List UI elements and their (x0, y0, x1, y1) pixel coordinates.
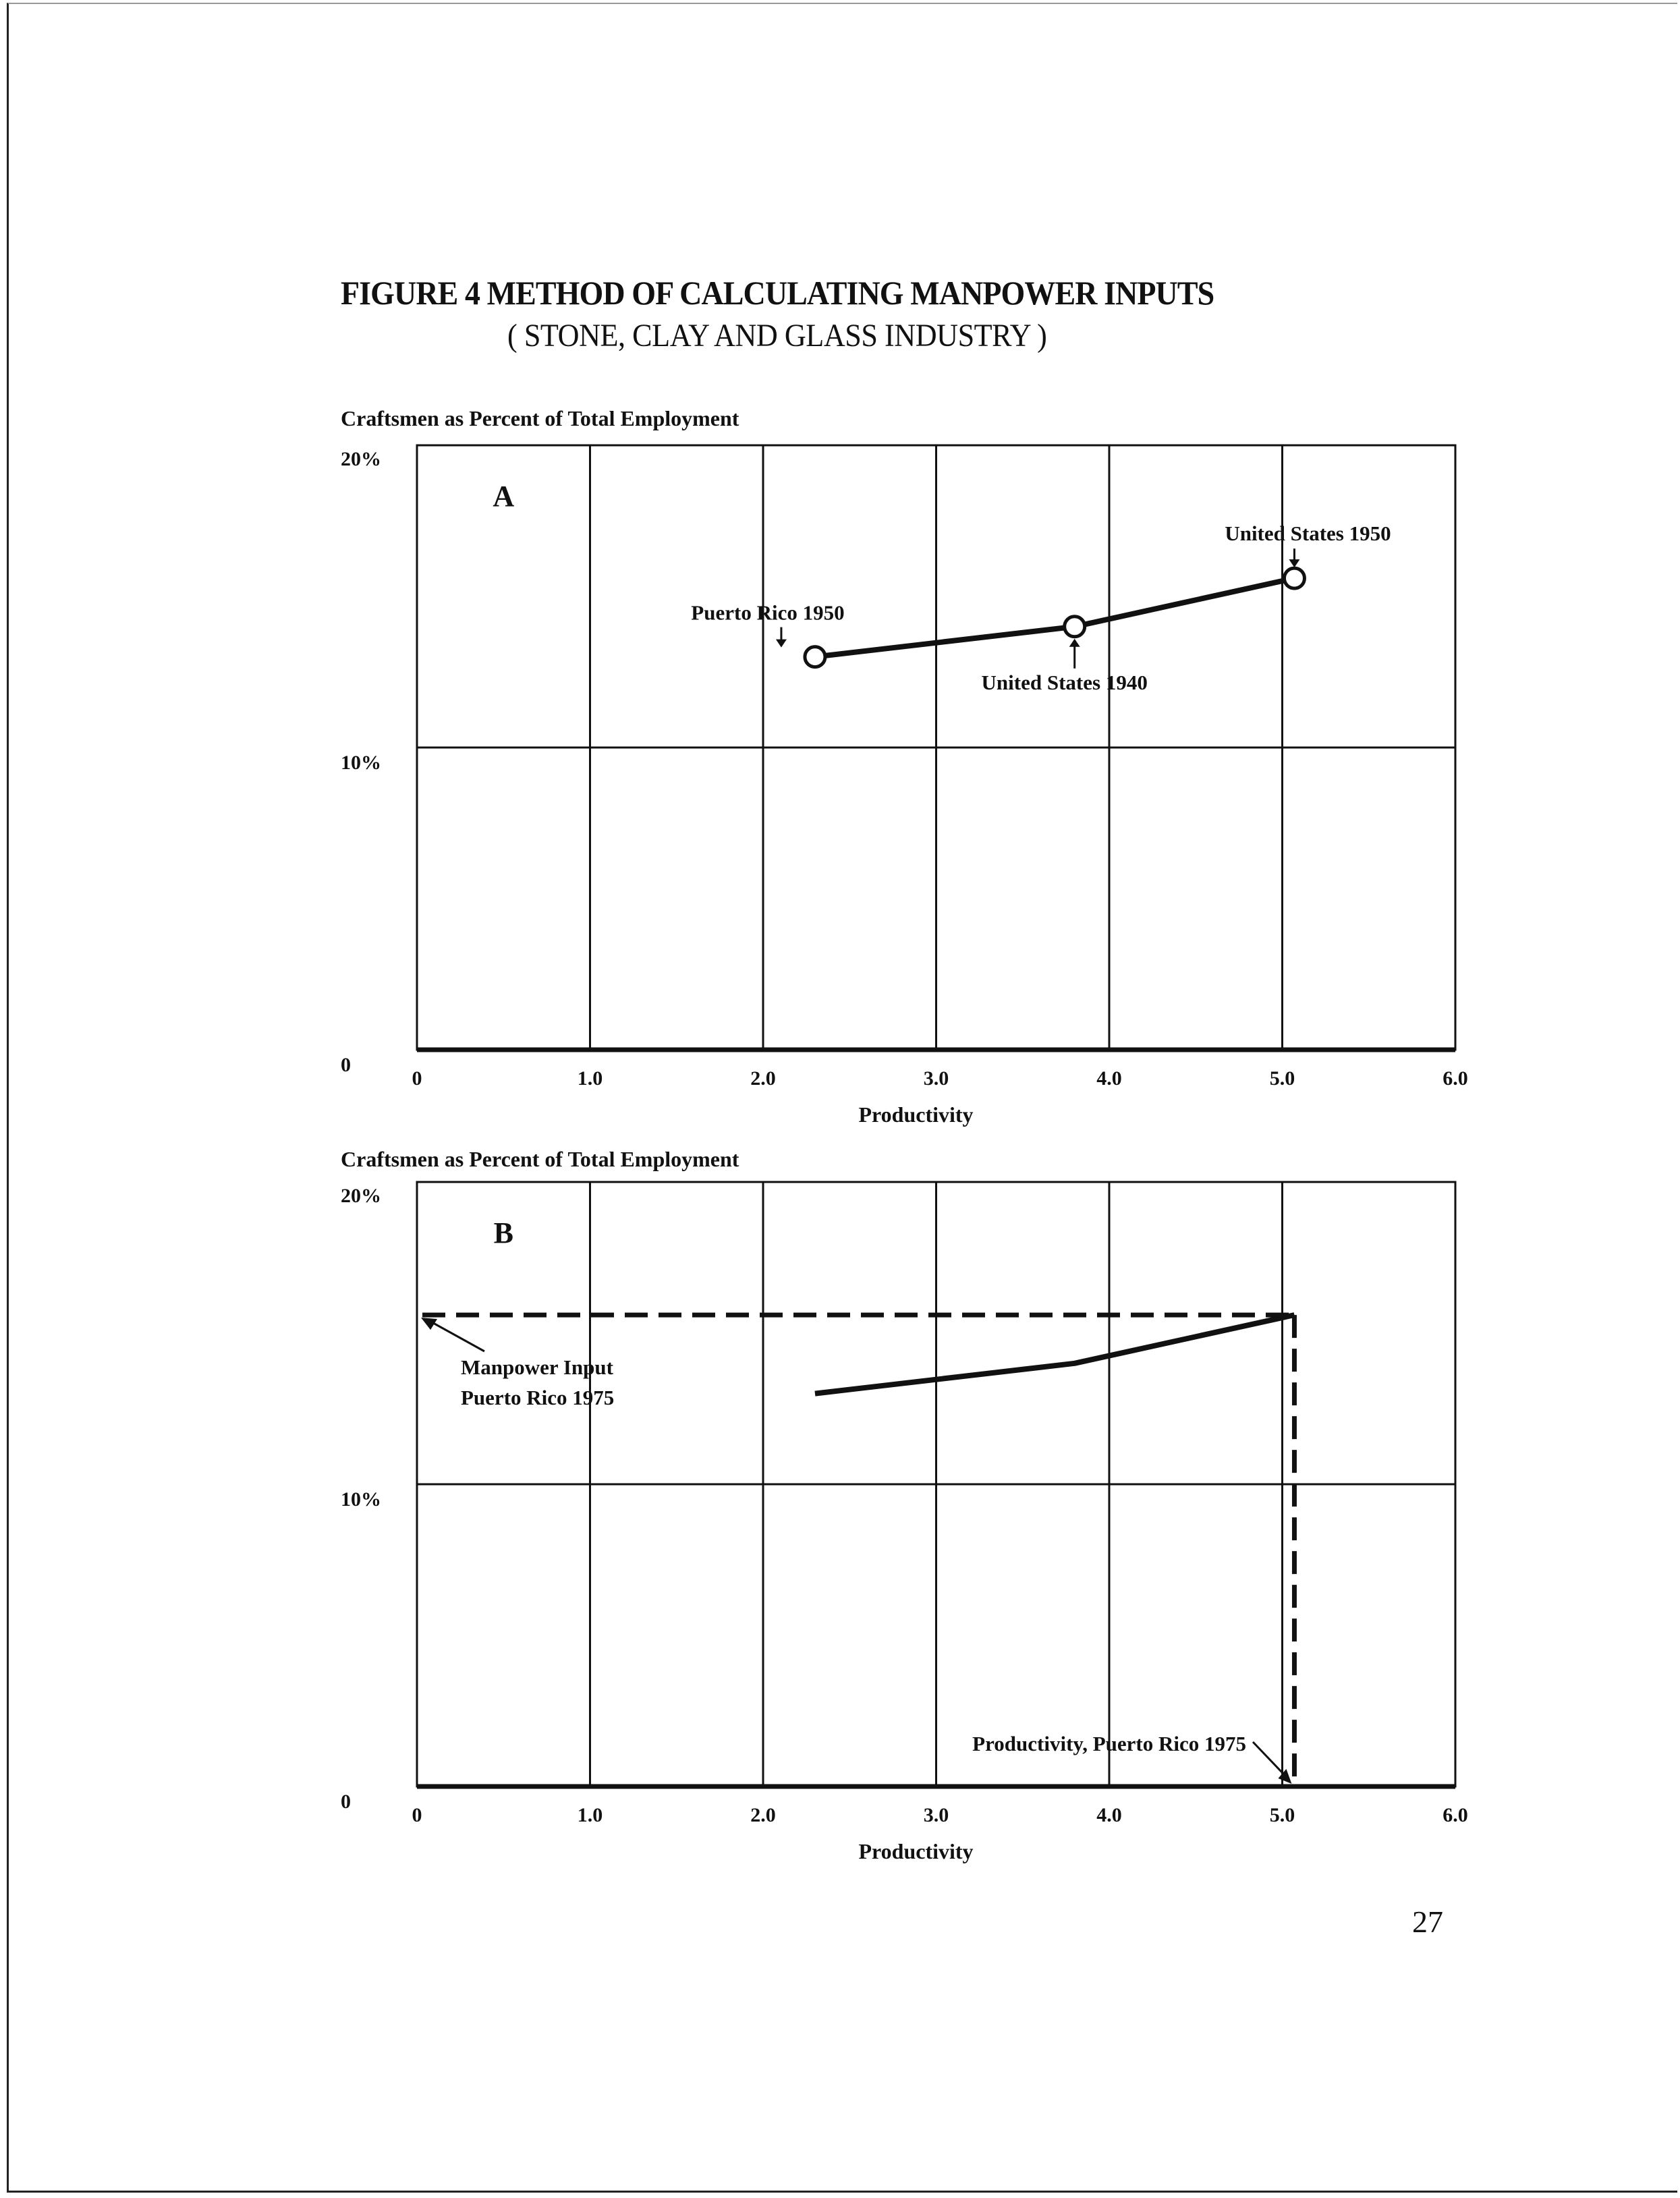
annotation-manpower-line1: Manpower Input (461, 1355, 613, 1379)
x-tick-label: 3.0 (923, 1067, 949, 1090)
point-label: Puerto Rico 1950 (691, 600, 845, 625)
x-axis-label: Productivity (858, 1102, 974, 1127)
x-tick-label: 2.0 (750, 1067, 776, 1090)
x-axis-label: Productivity (858, 1839, 974, 1863)
chart-b-ylabel: Craftsmen as Percent of Total Employment (341, 1147, 739, 1171)
x-tick-label: 4.0 (1096, 1804, 1122, 1826)
x-tick-label: 6.0 (1443, 1804, 1468, 1826)
x-tick-label: 5.0 (1269, 1804, 1295, 1826)
figure-title: FIGURE 4 METHOD OF CALCULATING MANPOWER INPUTS (341, 274, 1214, 312)
annotation-manpower-arrow (428, 1320, 484, 1351)
x-tick-label: 1.0 (577, 1804, 603, 1826)
x-tick-label: 1.0 (577, 1067, 603, 1090)
y-tick-label: 10% (341, 1488, 381, 1511)
x-tick-label: 3.0 (923, 1804, 949, 1826)
x-tick-label: 5.0 (1269, 1067, 1295, 1090)
chart-a-ylabel: Craftsmen as Percent of Total Employment (341, 406, 739, 430)
page-number: 27 (1412, 1905, 1443, 1939)
x-tick-label: 2.0 (750, 1804, 776, 1826)
series-line (815, 1315, 1295, 1393)
y-tick-label: 10% (341, 752, 381, 774)
panel-label: A (493, 480, 515, 513)
annotation-manpower-line2: Puerto Rico 1975 (461, 1386, 615, 1409)
y-tick-label: 20% (341, 448, 381, 470)
x-tick-label: 6.0 (1443, 1067, 1468, 1090)
y-tick-label: 20% (341, 1185, 381, 1207)
x-tick-label: 0 (412, 1804, 422, 1826)
x-tick-label: 0 (412, 1067, 422, 1090)
point-label: United States 1940 (981, 670, 1148, 694)
figure-subtitle: ( STONE, CLAY AND GLASS INDUSTRY ) (507, 318, 1047, 354)
point-label: United States 1950 (1225, 522, 1391, 546)
y-tick-label: 0 (341, 1054, 351, 1076)
y-tick-label: 0 (341, 1791, 351, 1813)
panel-label: B (493, 1216, 513, 1249)
annotation-productivity: Productivity, Puerto Rico 1975 (972, 1732, 1246, 1755)
x-tick-label: 4.0 (1096, 1067, 1122, 1090)
